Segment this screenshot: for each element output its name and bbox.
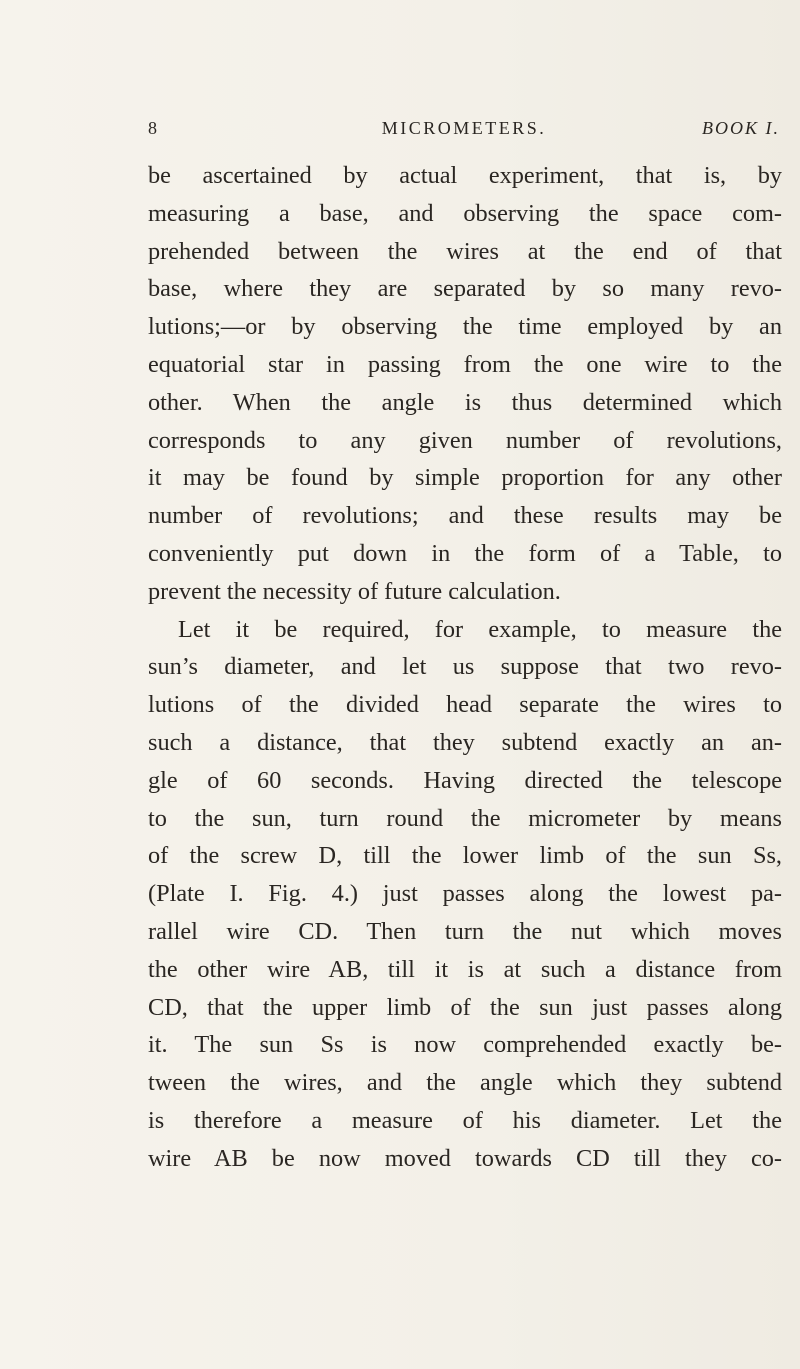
text-line: it. The sun Ss is now comprehended exactly be-: [148, 1031, 782, 1059]
text-line: sun’s diameter, and let us suppose that two revo-: [148, 653, 782, 681]
text-line: base, where they are separated by so many revo-: [148, 275, 782, 303]
text-line: lutions;—or by observing the time employed by an: [148, 313, 782, 341]
text-line: CD, that the upper limb of the sun just passes along: [148, 993, 782, 1021]
text-line: corresponds to any given number of revolutions,: [148, 426, 782, 454]
running-title: MICROMETERS.: [381, 118, 547, 138]
text-line: of the screw D, till the lower limb of the sun Ss,: [148, 842, 782, 870]
text-line: other. When the angle is thus determined which: [148, 388, 782, 416]
text-line: prehended between the wires at the end of that: [148, 237, 782, 265]
text-line: wire AB be now moved towards CD till they co-: [148, 1144, 782, 1172]
text-line: the other wire AB, till it is at such a distance from: [148, 955, 782, 983]
text-line: conveniently put down in the form of a Table, to: [148, 539, 782, 567]
paragraph-start-line: Let it be required, for example, to measure the: [178, 615, 782, 643]
body-text: [148, 157, 782, 1178]
text-line: tween the wires, and the angle which they subtend: [148, 1069, 782, 1097]
text-line: (Plate I. Fig. 4.) just passes along the lowest pa-: [148, 880, 782, 908]
text-line: such a distance, that they subtend exactly an an-: [148, 728, 782, 756]
text-line: gle of 60 seconds. Having directed the telescope: [148, 766, 782, 794]
text-line: rallel wire CD. Then turn the nut which moves: [148, 917, 782, 945]
text-line: to the sun, turn round the micrometer by means: [148, 804, 782, 832]
book-reference: BOOK I.: [702, 118, 780, 138]
text-line: equatorial star in passing from the one wire to the: [148, 350, 782, 378]
text-line: be ascertained by actual experiment, that is, by: [148, 162, 782, 189]
text-line: number of revolutions; and these results may be: [148, 502, 782, 530]
text-line: it may be found by simple proportion for any other: [148, 464, 782, 492]
page-header: [148, 118, 780, 148]
text-line: lutions of the divided head separate the wires to: [148, 691, 782, 719]
text-line: prevent the necessity of future calculation.: [148, 577, 561, 605]
text-line: is therefore a measure of his diameter. Let the: [148, 1106, 782, 1134]
page-number: 8: [148, 118, 159, 138]
text-line: measuring a base, and observing the space com-: [148, 199, 782, 227]
